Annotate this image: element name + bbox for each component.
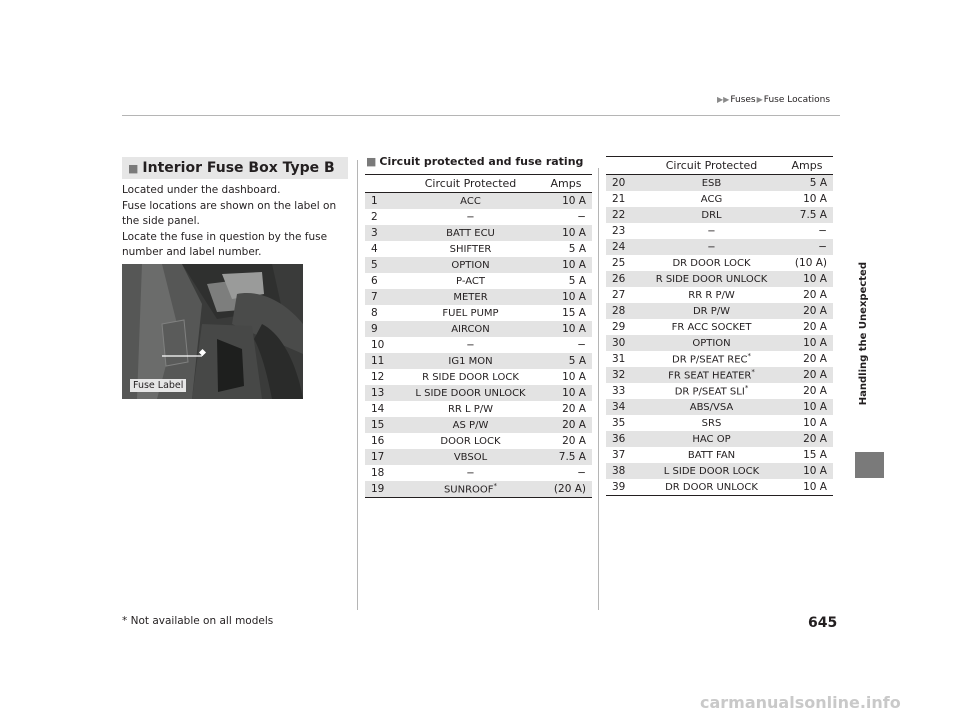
table-row [606, 175, 833, 192]
footnote-marker: * [751, 368, 755, 377]
table-row [365, 289, 592, 305]
section-description [122, 183, 347, 261]
chapter-tab-label[interactable]: Handling the Unexpected [858, 262, 869, 406]
fuse-rating: 10 A [803, 337, 827, 349]
fuse-rating: 20 A [803, 369, 827, 381]
table-row [606, 447, 833, 463]
table-row [365, 385, 592, 401]
number-column-header [365, 175, 401, 193]
fuse-rating: 20 A [803, 385, 827, 397]
fuse-number: 13 [371, 387, 385, 399]
circuit-column-header: Circuit Protected [642, 157, 781, 175]
subsection-title: Circuit protected and fuse rating [379, 155, 584, 168]
table-row [606, 239, 833, 255]
table-row [365, 401, 592, 417]
fuse-rating: 20 A [803, 289, 827, 301]
fuse-rating: 20 A [803, 305, 827, 317]
fuse-number: 19 [371, 483, 385, 495]
fuse-number: 34 [612, 401, 626, 413]
circuit-name: FR SEAT HEATER [668, 370, 752, 382]
table-row [606, 335, 833, 351]
fuse-rating: 10 A [562, 259, 586, 271]
table-row [365, 321, 592, 337]
fuse-number: 27 [612, 289, 626, 301]
square-bullet-icon: ■ [128, 161, 139, 175]
fuse-number: 31 [612, 353, 626, 365]
page-number: 645 [808, 615, 838, 631]
fuse-number: 32 [612, 369, 626, 381]
fuse-number: 15 [371, 419, 385, 431]
fuse-number: 12 [371, 371, 385, 383]
circuit-name: ESB [701, 177, 722, 189]
circuit-name: DR P/SEAT SLI [674, 386, 745, 398]
fuse-rating: 7.5 A [799, 209, 827, 221]
circuit-name: RR L P/W [447, 403, 494, 415]
description-line: Located under the dashboard. [122, 184, 281, 196]
fuse-rating: 20 A [562, 403, 586, 415]
circuit-name: AIRCON [451, 323, 490, 335]
fuse-rating: 10 A [803, 465, 827, 477]
fuse-rating: 5 A [809, 177, 827, 189]
amps-column-header: Amps [540, 175, 592, 193]
table-row [606, 383, 833, 399]
circuit-name: OPTION [692, 337, 731, 349]
circuit-name: AS P/W [452, 419, 489, 431]
column-divider [598, 168, 599, 610]
table-row [365, 193, 592, 210]
fuse-number: 6 [371, 275, 378, 287]
table-row [606, 479, 833, 496]
fuse-rating: 10 A [562, 371, 586, 383]
circuit-name: DR DOOR LOCK [672, 257, 751, 269]
number-column-header [606, 157, 642, 175]
fuse-box-photo [122, 264, 303, 399]
fuse-number: 8 [371, 307, 378, 319]
table-row [606, 223, 833, 239]
fuse-rating: 20 A [803, 353, 827, 365]
circuit-name: OPTION [451, 259, 490, 271]
amps-column-header: Amps [781, 157, 833, 175]
column-divider [357, 160, 358, 610]
table-row [365, 305, 592, 321]
fuse-rating: 5 A [568, 275, 586, 287]
footnote-marker: * [747, 352, 751, 361]
fuse-label-callout: Fuse Label [130, 379, 186, 392]
fuse-rating: 20 A [562, 435, 586, 447]
fuse-number: 3 [371, 227, 378, 239]
circuit-name: RR R P/W [688, 289, 735, 301]
fuse-rating: 15 A [803, 449, 827, 461]
circuit-name: SRS [701, 417, 722, 429]
section-heading [122, 157, 348, 179]
fuse-number: 39 [612, 481, 626, 493]
circuit-name: DOOR LOCK [440, 435, 501, 447]
table-row [606, 415, 833, 431]
fuse-table-1-body [365, 193, 592, 498]
table-row [365, 209, 592, 225]
fuse-rating: 7.5 A [558, 451, 586, 463]
fuse-number: 22 [612, 209, 626, 221]
table-header-row [606, 157, 833, 175]
circuit-name: ACG [700, 193, 723, 205]
table-row [365, 417, 592, 433]
fuse-number: 28 [612, 305, 626, 317]
chapter-tab-marker [855, 452, 884, 478]
fuse-number: 18 [371, 467, 385, 479]
circuit-name: IG1 MON [448, 355, 493, 367]
breadcrumb-arrow-icon: ▶ [756, 95, 763, 104]
fuse-table-1 [365, 174, 592, 498]
fuse-number: 2 [371, 211, 378, 223]
footnote-marker: * [744, 384, 749, 393]
fuse-rating: 10 A [562, 227, 586, 239]
fuse-number: 26 [612, 273, 626, 285]
fuse-number: 16 [371, 435, 385, 447]
fuse-number: 24 [612, 241, 626, 253]
table-row [606, 271, 833, 287]
table-row [606, 463, 833, 479]
description-line: Fuse locations are shown on the label on the side panel. [122, 199, 337, 228]
fuse-number: 38 [612, 465, 626, 477]
circuit-name: METER [453, 291, 488, 303]
description-line: Locate the fuse in question by the fuse number and label number. [122, 230, 328, 259]
footnote-marker: * [493, 482, 498, 491]
fuse-rating: 5 A [568, 355, 586, 367]
table-row [606, 207, 833, 223]
fuse-number: 21 [612, 193, 626, 205]
watermark: carmanualsonline.info [700, 693, 901, 712]
circuit-name: L SIDE DOOR LOCK [663, 465, 760, 477]
fuse-rating: − [818, 241, 827, 253]
table-header-row [365, 175, 592, 193]
table-row [606, 319, 833, 335]
fuse-rating: 5 A [568, 243, 586, 255]
fuse-rating: 10 A [803, 401, 827, 413]
fuse-number: 7 [371, 291, 378, 303]
fuse-rating: − [577, 211, 586, 223]
fuse-rating: 10 A [562, 291, 586, 303]
chapter-tab [855, 0, 884, 550]
header-divider [122, 115, 840, 116]
table-row [365, 369, 592, 385]
table-row [365, 449, 592, 465]
subsection-heading [366, 155, 583, 168]
fuse-number: 10 [371, 339, 385, 351]
circuit-name: DR DOOR UNLOCK [665, 481, 758, 493]
table-row [365, 465, 592, 481]
circuit-name: − [707, 241, 716, 253]
table-row [606, 367, 833, 383]
breadcrumb [716, 95, 830, 105]
table-row [365, 337, 592, 353]
fuse-rating: − [818, 225, 827, 237]
fuse-rating: 20 A [562, 419, 586, 431]
fuse-table-2-body [606, 175, 833, 496]
fuse-number: 37 [612, 449, 626, 461]
table-row [606, 431, 833, 447]
fuse-rating: − [577, 467, 586, 479]
fuse-number: 1 [371, 195, 378, 207]
fuse-number: 23 [612, 225, 626, 237]
circuit-name: P-ACT [456, 275, 485, 287]
circuit-name: SUNROOF [443, 484, 494, 496]
fuse-number: 17 [371, 451, 385, 463]
circuit-name: R SIDE DOOR UNLOCK [655, 273, 768, 285]
table-row [606, 399, 833, 415]
fuse-number: 29 [612, 321, 626, 333]
fuse-rating: 10 A [562, 323, 586, 335]
circuit-name: FR ACC SOCKET [671, 321, 752, 333]
table-row [365, 433, 592, 449]
fuse-number: 25 [612, 257, 626, 269]
breadcrumb-fuses[interactable]: Fuses [730, 95, 756, 105]
fuse-number: 30 [612, 337, 626, 349]
circuit-name: HAC OP [692, 433, 731, 445]
table-row [606, 255, 833, 271]
circuit-name: DR P/SEAT REC [672, 354, 748, 366]
fuse-number: 4 [371, 243, 378, 255]
footnote: * Not available on all models [122, 615, 274, 627]
circuit-name: VBSOL [453, 451, 488, 463]
breadcrumb-arrow-icon: ▶▶ [717, 95, 730, 104]
section-title: Interior Fuse Box Type B [142, 160, 335, 176]
fuse-number: 20 [612, 177, 626, 189]
fuse-number: 5 [371, 259, 378, 271]
fuse-rating: (20 A) [553, 483, 586, 495]
circuit-name: R SIDE DOOR LOCK [422, 371, 519, 383]
fuse-number: 35 [612, 417, 626, 429]
circuit-name: L SIDE DOOR UNLOCK [415, 387, 526, 399]
table-row [606, 191, 833, 207]
circuit-column-header: Circuit Protected [401, 175, 540, 193]
fuse-number: 33 [612, 385, 626, 397]
circuit-name: − [466, 467, 475, 479]
fuse-number: 11 [371, 355, 385, 367]
fuse-rating: 10 A [803, 193, 827, 205]
circuit-name: DR P/W [692, 305, 731, 317]
table-row [606, 287, 833, 303]
breadcrumb-fuse-locations[interactable]: Fuse Locations [763, 95, 831, 105]
circuit-name: ABS/VSA [689, 401, 734, 413]
fuse-rating: (10 A) [794, 257, 827, 269]
fuse-rating: 10 A [803, 273, 827, 285]
fuse-rating: 10 A [803, 417, 827, 429]
fuse-rating: 20 A [803, 321, 827, 333]
fuse-rating: − [577, 339, 586, 351]
table-row [365, 225, 592, 241]
table-row [365, 353, 592, 369]
fuse-rating: 15 A [562, 307, 586, 319]
circuit-name: − [707, 225, 716, 237]
fuse-number: 14 [371, 403, 385, 415]
fuse-table-2 [606, 156, 833, 496]
circuit-name: DRL [701, 209, 722, 221]
fuse-number: 9 [371, 323, 378, 335]
circuit-name: − [466, 211, 475, 223]
table-row [606, 303, 833, 319]
circuit-name: − [466, 339, 475, 351]
circuit-name: SHIFTER [449, 243, 492, 255]
table-row [606, 351, 833, 367]
circuit-name: ACC [460, 195, 481, 207]
square-bullet-icon: ■ [366, 155, 377, 168]
fuse-rating: 10 A [562, 387, 586, 399]
fuse-rating: 10 A [803, 481, 827, 493]
fuse-number: 36 [612, 433, 626, 445]
fuse-rating: 10 A [562, 195, 586, 207]
circuit-name: BATT FAN [687, 449, 736, 461]
table-row [365, 257, 592, 273]
table-row [365, 273, 592, 289]
table-row [365, 241, 592, 257]
circuit-name: FUEL PUMP [442, 307, 499, 319]
circuit-name: BATT ECU [446, 227, 495, 239]
table-row [365, 481, 592, 498]
fuse-rating: 20 A [803, 433, 827, 445]
